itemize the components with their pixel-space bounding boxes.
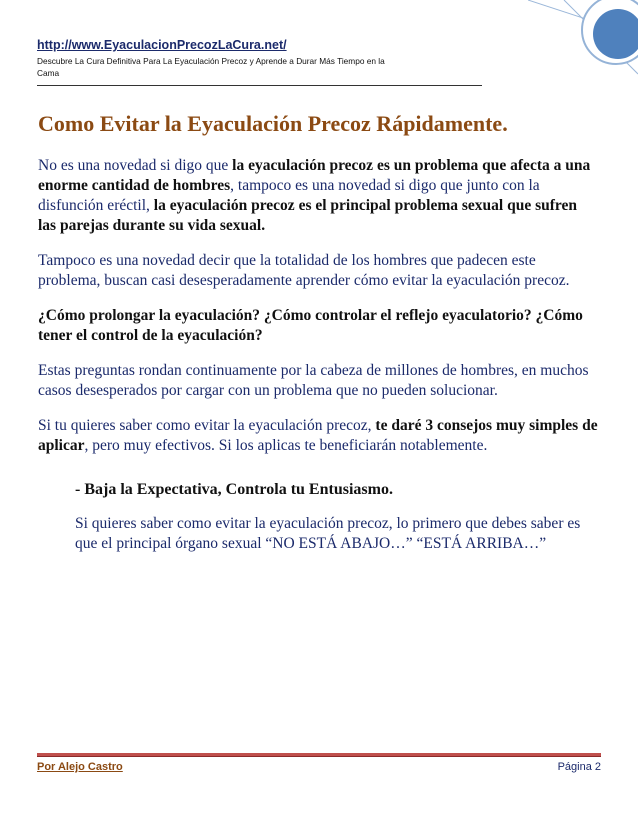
paragraph-1-part-c: , tampoco es una novedad si digo que junto con la disfunción eréctil, (38, 177, 540, 214)
paragraph-5 (38, 416, 598, 456)
paragraph-1-bold-b: la eyaculación precoz es el principal problema sexual que sufren las parejas durante su vida sexual. (38, 197, 578, 234)
tip-section (75, 480, 598, 554)
site-description: Descubre La Cura Definitiva Para La Eyaculación Precoz y Aprende a Durar Más Tiempo en la Cama (37, 56, 385, 78)
tip-text: Si quieres saber como evitar la eyaculación precoz, lo primero que debes saber es que el principal órgano sexual “NO ESTÁ ABAJO…” “ESTÁ ARRIBA…” (75, 515, 581, 552)
questions-paragraph: ¿Cómo prolongar la eyaculación? ¿Cómo controlar el reflejo eyaculatorio? ¿Cómo tener el control de la eyaculación? (38, 307, 583, 344)
tip-heading: - Baja la Expectativa, Controla tu Entusiasmo. (75, 481, 393, 498)
paragraph-5-part-a: Si tu quieres saber como evitar la eyaculación precoz, (38, 417, 376, 434)
paragraph-5-bold: te daré 3 consejos muy simples de aplicar (38, 417, 598, 454)
paragraph-5-part-c: , pero muy efectivos. Si los aplicas te beneficiarán notablemente. (84, 437, 488, 454)
page-header (37, 38, 482, 79)
document-title: Como Evitar la Eyaculación Precoz Rápidamente. (38, 111, 508, 136)
paragraph-2: Tampoco es una novedad decir que la totalidad de los hombres que padecen este problema, buscan casi desesperadamente aprender cómo evitar la eyaculación precoz. (38, 252, 570, 289)
page-number: Página 2 (557, 761, 601, 773)
paragraph-1-bold-a: la eyaculación precoz es un problema que afecta a una enorme cantidad de hombres (38, 157, 591, 194)
paragraph-1 (38, 156, 598, 236)
footer-divider-thin (37, 756, 601, 757)
header-divider (37, 85, 482, 86)
corner-decoration (528, 0, 638, 110)
document-body (38, 110, 598, 554)
paragraph-4: Estas preguntas rondan continuamente por la cabeza de millones de hombres, en muchos casos desesperados por cargar con un problema que no pueden solucionar. (38, 362, 589, 399)
site-url-link[interactable]: http://www.EyaculacionPrecozLaCura.net/ (37, 38, 287, 52)
paragraph-1-part-a: No es una novedad si digo que (38, 157, 233, 174)
footer-author-link[interactable]: Por Alejo Castro (37, 761, 123, 773)
